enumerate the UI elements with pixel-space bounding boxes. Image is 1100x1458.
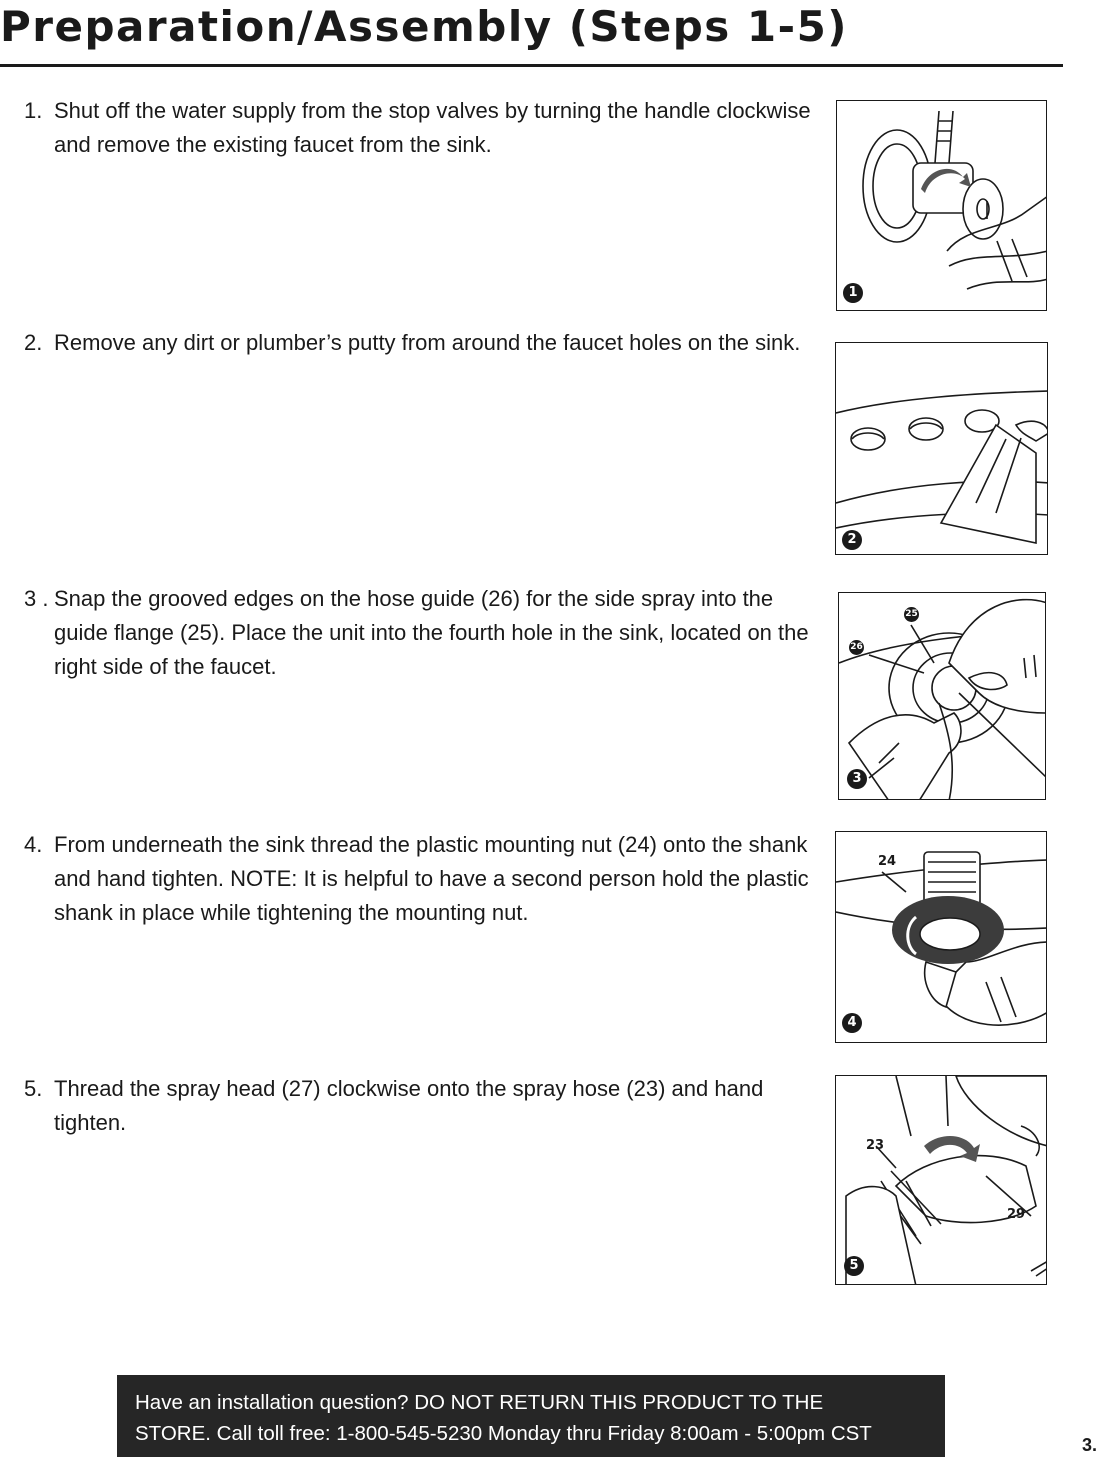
step-3-number: 3 . xyxy=(24,586,49,611)
step-4-illustration xyxy=(835,831,1047,1043)
step-5-badge: 5 xyxy=(844,1256,864,1276)
step-2-badge: 2 xyxy=(842,530,862,550)
step-3-instruction xyxy=(24,582,814,684)
step-5-text: Thread the spray head (27) clockwise onto the spray hose (23) and hand tighten. xyxy=(54,1076,764,1135)
step-5-illustration xyxy=(835,1075,1047,1285)
hose-guide-drawing xyxy=(839,593,1046,800)
step-3-text: Snap the grooved edges on the hose guide (26) for the side spray into the guide flange (25). Place the unit into the fourth hole in the sink, located on the right side of the faucet. xyxy=(54,586,809,679)
footer-line-1: Have an installation question? DO NOT RETURN THIS PRODUCT TO THE xyxy=(135,1391,824,1414)
part-callout-23: 23 xyxy=(866,1138,885,1153)
step-3-illustration xyxy=(838,592,1046,800)
step-1-illustration xyxy=(836,100,1047,311)
mounting-nut-drawing xyxy=(836,832,1047,1043)
step-4-instruction xyxy=(24,828,814,930)
step-2-instruction xyxy=(24,326,814,360)
step-3-badge: 3 xyxy=(847,769,867,789)
part-callout-29: 29 xyxy=(1007,1207,1026,1222)
step-2-number: 2. xyxy=(24,330,43,355)
support-footer-banner xyxy=(117,1375,945,1457)
step-5-instruction xyxy=(24,1072,814,1140)
step-4-text: From underneath the sink thread the plastic mounting nut (24) onto the shank and hand tighten. NOTE: It is helpful to have a second person hold the plastic shank in place while tightening the mounting nut. xyxy=(54,832,809,925)
step-4-number: 4. xyxy=(24,832,43,857)
sink-holes-drawing xyxy=(836,343,1048,555)
step-1-number: 1. xyxy=(24,98,43,123)
part-callout-24: 24 xyxy=(878,854,897,869)
step-1-badge: 1 xyxy=(843,283,863,303)
part-callout-26: 26 xyxy=(849,640,864,655)
part-callout-25: 25 xyxy=(904,607,919,622)
step-4-badge: 4 xyxy=(842,1013,862,1033)
page-number: 3. xyxy=(1082,1435,1098,1455)
step-5-number: 5. xyxy=(24,1076,43,1101)
title-divider xyxy=(0,64,1063,67)
stop-valve-drawing xyxy=(837,101,1047,311)
step-1-instruction xyxy=(24,94,814,162)
spray-head-drawing xyxy=(836,1076,1047,1285)
step-1-text: Shut off the water supply from the stop valves by turning the handle clockwise and remove the existing faucet from the sink. xyxy=(54,98,811,157)
step-2-text: Remove any dirt or plumber’s putty from around the faucet holes on the sink. xyxy=(54,330,801,355)
step-2-illustration xyxy=(835,342,1048,555)
page-title: Preparation/Assembly (Steps 1-5) xyxy=(0,2,848,51)
footer-line-2: STORE. Call toll free: 1-800-545-5230 Monday thru Friday 8:00am - 5:00pm CST xyxy=(135,1422,872,1445)
